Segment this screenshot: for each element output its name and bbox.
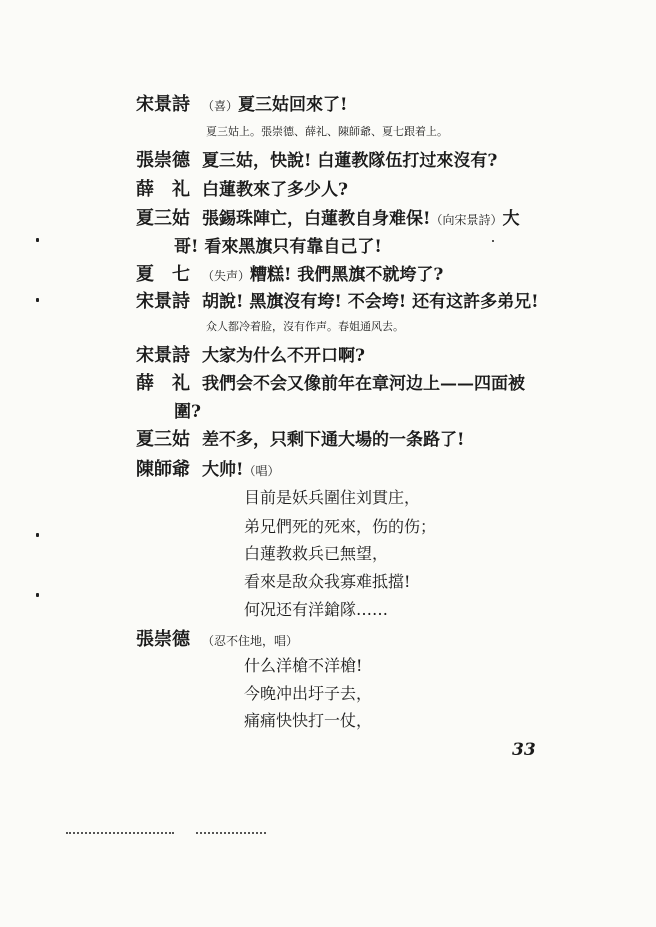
- speaker-name: 張崇德: [136, 150, 190, 171]
- dialogue-line: [136, 341, 586, 367]
- verse-line: 痛痛快快打一仗，: [244, 711, 373, 730]
- dialogue-text: 張錫珠陣亡，白蓮教自身难保!: [202, 209, 431, 229]
- scan-speck: [36, 533, 39, 537]
- dialogue-line: [136, 625, 586, 651]
- dialogue-continuation: 圍?: [174, 402, 201, 422]
- stage-direction-inline: （失声）: [202, 269, 251, 283]
- verse-line: 弟兄們死的死來，伤的伤；: [244, 517, 437, 536]
- dialogue-line: [136, 146, 586, 172]
- dialogue-text: 大帅!: [202, 460, 244, 480]
- verse-line: 白蓮教救兵已無望，: [244, 544, 389, 563]
- dialogue-text: 夏三姑回來了!: [238, 95, 348, 115]
- verse-line: 今晚冲出圩子去，: [244, 684, 373, 703]
- footer-mark: [66, 832, 174, 836]
- dialogue-line: [136, 369, 586, 395]
- speaker-name: 薛 礼: [136, 373, 190, 394]
- dialogue-text: 差不多，只剩下通大場的一条路了!: [202, 430, 465, 450]
- dialogue-text: 糟糕! 我們黑旗不就垮了?: [250, 265, 444, 285]
- speaker-name: 宋景詩: [136, 291, 190, 312]
- dialogue-line: [136, 455, 586, 481]
- dialogue-line: [136, 204, 586, 230]
- speaker-name: 夏 七: [136, 264, 190, 285]
- dialogue-text: 白蓮教來了多少人?: [202, 180, 348, 200]
- dialogue-line: [136, 425, 586, 451]
- stage-direction: 众人都冷着脸，沒有作声。春姐通风去。: [206, 320, 404, 333]
- stage-direction-inline: （唱）: [243, 464, 280, 478]
- scan-speck: [36, 298, 39, 302]
- dialogue-text: 胡說! 黑旗沒有垮! 不会垮! 还有这許多弟兄!: [202, 292, 539, 312]
- stage-direction: 夏三姑上。張崇德、薛礼、陳師爺、夏七跟着上。: [206, 125, 448, 138]
- verse-line: 目前是妖兵圍住刘貫庄，: [244, 488, 421, 507]
- dialogue-text: 夏三姑，快說! 白蓮教隊伍打过來沒有?: [202, 151, 498, 171]
- speaker-name: 宋景詩: [136, 94, 190, 115]
- dialogue-line: [136, 175, 586, 201]
- verse-line: 看來是敌众我寡难抵擋!: [244, 572, 411, 591]
- stage-direction-inline: （向宋景詩）: [430, 213, 503, 227]
- speaker-name: 夏三姑: [136, 208, 190, 229]
- dialogue-line: [136, 287, 586, 313]
- speaker-name: 夏三姑: [136, 429, 190, 450]
- dialogue-text: 大家为什么不开口啊?: [202, 346, 365, 366]
- speaker-name: 陳師爺: [136, 459, 190, 480]
- page-number: 33: [512, 740, 536, 760]
- dialogue-continuation: 哥! 看來黑旗只有靠自己了!: [174, 237, 382, 257]
- speaker-name: 薛 礼: [136, 179, 190, 200]
- scan-speck: [492, 240, 494, 242]
- speaker-name: 宋景詩: [136, 345, 190, 366]
- footer-mark: [196, 832, 266, 836]
- dialogue-text: 我們会不会又像前年在章河边上——四面被: [202, 374, 525, 394]
- verse-line: 什么洋槍不洋槍!: [244, 656, 363, 675]
- stage-direction-inline: （喜）: [202, 99, 239, 113]
- speaker-name: 張崇德: [136, 629, 190, 650]
- stage-direction-inline: （忍不住地，唱）: [202, 634, 299, 648]
- dialogue-line: [136, 90, 586, 116]
- scan-speck: [36, 593, 39, 597]
- scan-speck: [36, 238, 39, 242]
- dialogue-text: 大: [502, 209, 520, 229]
- dialogue-line: [136, 260, 586, 286]
- verse-line: 何况还有洋鎗隊……: [244, 600, 389, 619]
